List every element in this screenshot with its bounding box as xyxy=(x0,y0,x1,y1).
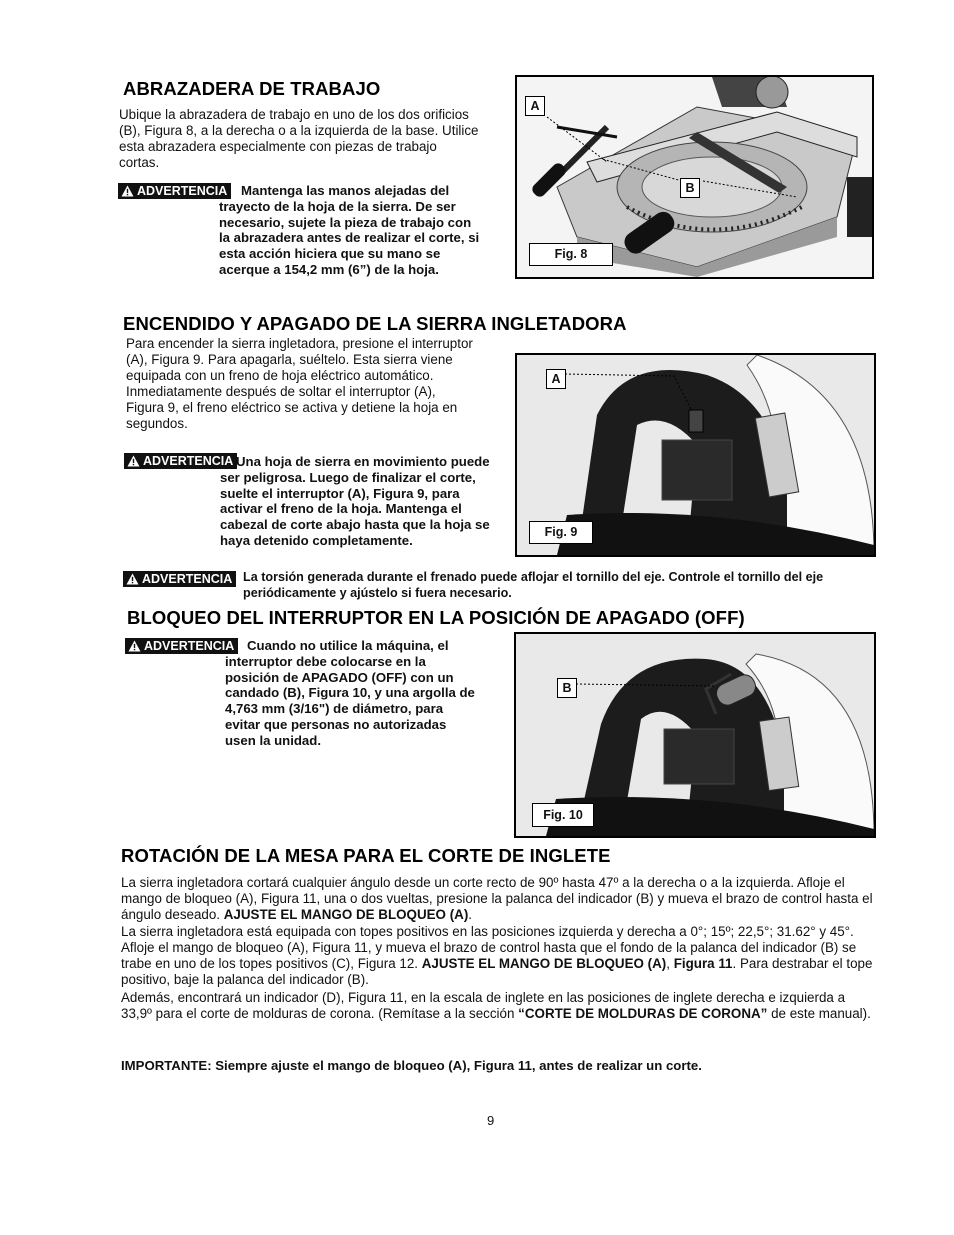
rotation-important: IMPORTANTE: Siempre ajuste el mango de bloqueo (A), Figura 11, antes de realizar un corte. xyxy=(121,1058,702,1073)
rotation-p2-end: . Para destrabar el tope positivo, baje la palanca del indicador (B). xyxy=(121,956,873,987)
figure-10 xyxy=(514,632,876,838)
page-number: 9 xyxy=(487,1113,495,1128)
section-title-rotation: ROTACIÓN DE LA MESA PARA EL CORTE DE INGLETE xyxy=(121,845,611,866)
rotation-paragraph-1 xyxy=(121,875,875,923)
rotation-p2-emphasis: AJUSTE EL MANGO DE BLOQUEO (A) xyxy=(421,956,667,971)
section-title-work-clamp: ABRAZADERA DE TRABAJO xyxy=(123,78,381,99)
warning-badge-label: ADVERTENCIA xyxy=(143,454,234,468)
section-title-power: ENCENDIDO Y APAGADO DE LA SIERRA INGLETADORA xyxy=(123,313,627,334)
warning-badge-label: ADVERTENCIA xyxy=(144,639,235,653)
warning-triangle-icon xyxy=(121,185,134,197)
warning-triangle-icon xyxy=(126,573,139,585)
rotation-p1-emphasis: AJUSTE EL MANGO DE BLOQUEO (A) xyxy=(223,907,469,922)
section-title-lockoff: BLOQUEO DEL INTERRUPTOR EN LA POSICIÓN DE APAGADO (OFF) xyxy=(127,607,745,628)
work-clamp-body: Ubique la abrazadera de trabajo en uno de los dos orificios (B), Figura 8, a la derecha o a la izquierda de la base. Utilice esta abrazadera especialmente con piezas de trabajo cortas. xyxy=(119,107,479,170)
figure-9-callout-a: A xyxy=(546,369,566,389)
lockoff-warning: Cuando no utilice la máquina, el interruptor debe colocarse en la posición de APAGADO (OFF) con un candado (B), Figura 10, y una argolla de 4,763 mm (3/16") de diámetro, para evitar que personas no autorizadas usen la unidad. xyxy=(225,638,475,748)
rotation-p2-text: La sierra ingletadora está equipada con topes positivos en las posiciones izquierda y derecha a 0°; 15º; 22,5°; 31.62° y 45°. Afloje el mango de bloqueo (A), Figura 11, y mueva el brazo de control hasta que el fondo de la palanca del indicador (B) se trabe en uno de los topes positivos (C), Figura 12. xyxy=(121,924,857,971)
warning-badge-label: ADVERTENCIA xyxy=(137,184,228,198)
figure-8-callout-b: B xyxy=(680,178,700,198)
work-clamp-warning: Mantenga las manos alejadas del trayecto de la hoja de la sierra. De ser necesario, sujete la pieza de trabajo con la abrazadera antes de realizar el corte, si esta acción hiciera que su mano se acerque a 154,2 mm (6”) de la hoja. xyxy=(219,183,480,277)
figure-8-callout-a: A xyxy=(525,96,545,116)
figure-9 xyxy=(515,353,876,557)
rotation-paragraph-3 xyxy=(121,990,875,1022)
warning-triangle-icon xyxy=(127,455,140,467)
figure-10-label: Fig. 10 xyxy=(532,803,594,827)
power-warning-2: La torsión generada durante el frenado puede aflojar el tornillo del eje. Controle el tornillo del eje periódicamente y ajústelo si fuera necesario. xyxy=(243,570,824,600)
warning-badge xyxy=(118,183,231,199)
rotation-p1-text: La sierra ingletadora cortará cualquier ángulo desde un corte recto de 90º hasta 47º a la derecha o a la izquierda. Afloje el mango de bloqueo (A), Figura 11, una o dos vueltas, presione la palanca del indicador (B) y mueva el brazo de control hasta el ángulo deseado. xyxy=(121,875,873,922)
warning-badge xyxy=(125,638,238,654)
warning-triangle-icon xyxy=(128,640,141,652)
rotation-p3-text: Además, encontrará un indicador (D), Figura 11, en la escala de inglete en las posiciones de inglete derecha e izquierda a 33,9º para el corte de molduras de corona. (Remítase a la sección xyxy=(121,990,846,1021)
figure-8 xyxy=(515,75,874,279)
warning-badge xyxy=(123,571,236,587)
figure-8-label: Fig. 8 xyxy=(529,243,613,266)
warning-badge-label: ADVERTENCIA xyxy=(142,572,233,586)
power-warning: Una hoja de sierra en movimiento puede ser peligrosa. Luego de finalizar el corte, suelte el interruptor (A), Figura 9, para activar el freno de la hoja. Mantenga el cabezal de corte abajo hasta que la hoja se haya detenido completamente. xyxy=(220,454,490,548)
rotation-p2-figure-ref: Figura 11 xyxy=(673,956,733,971)
rotation-p3-emphasis: “CORTE DE MOLDURAS DE CORONA” xyxy=(518,1006,768,1021)
rotation-p3-end: de este manual). xyxy=(767,1006,871,1021)
figure-9-label: Fig. 9 xyxy=(529,521,593,544)
power-body: Para encender la sierra ingletadora, presione el interruptor (A), Figura 9. Para apagarla, suéltelo. Esta sierra viene equipada con un freno de hoja eléctrico automático. Inmediatamente después de soltar el interruptor (A), Figura 9, el freno eléctrico se activa y detiene la hoja en segundos. xyxy=(126,336,473,431)
figure-10-callout-b: B xyxy=(557,678,577,698)
rotation-p1-end: . xyxy=(468,907,473,922)
rotation-paragraph-2 xyxy=(121,924,875,988)
rotation-p2-sep: , xyxy=(666,956,674,971)
